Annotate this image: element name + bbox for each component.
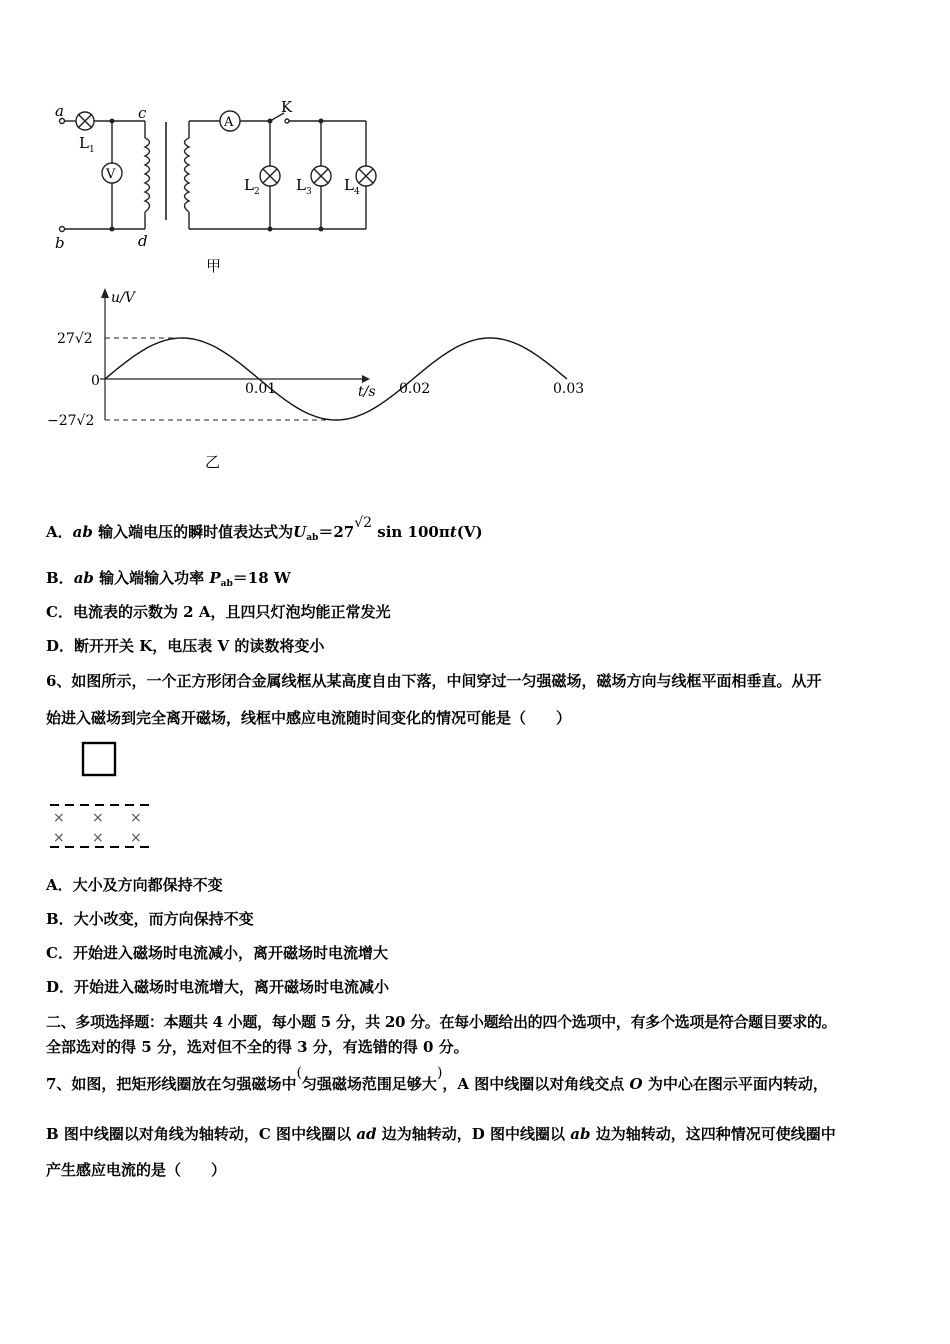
- q5-b-ab: ab: [73, 569, 94, 587]
- q6-option-a: A．大小及方向都保持不变: [46, 876, 223, 894]
- y-tick-label: 27√2: [57, 331, 93, 347]
- field-mark: ×: [92, 830, 104, 846]
- q7-O: O: [629, 1075, 643, 1093]
- svg-text:L1: [79, 134, 95, 155]
- q7-line2-b: 边为轴转动，D 图中线圈以: [381, 1125, 565, 1143]
- label-switch: K: [281, 98, 293, 116]
- q5-a-sqrt: √2: [354, 515, 373, 531]
- field-mark: ×: [130, 830, 142, 846]
- q5-b-letter: B．: [46, 569, 74, 587]
- label-l4: L: [344, 176, 354, 194]
- x-tick-label: 0.01: [245, 381, 277, 397]
- q7-paren-open: (: [296, 1065, 302, 1081]
- q7-lead: 7、如图，把矩形线圈放在匀强磁场中: [46, 1075, 297, 1093]
- label-l1-sub: 1: [88, 145, 95, 155]
- q7-part2: 为中心在图示平面内转动，: [647, 1075, 828, 1093]
- q6-option-d: D．开始进入磁场时电流增大，离开磁场时电流减小: [46, 978, 390, 996]
- q7-line1: [46, 1065, 828, 1095]
- label-ammeter: A: [224, 115, 234, 130]
- y-axis-label: u/V: [111, 290, 135, 306]
- q5-a-U: U: [293, 523, 307, 541]
- label-c: c: [138, 104, 147, 122]
- q7-line3: 产生感应电流的是（ ）: [46, 1161, 227, 1179]
- secondary-coil: [185, 138, 190, 212]
- label-l3: L: [296, 176, 306, 194]
- field-mark: ×: [53, 810, 65, 826]
- field-mark: ×: [53, 830, 65, 846]
- q7-part1: ，A 图中线圈以对角线交点: [442, 1075, 625, 1093]
- svg-text:L2: [244, 176, 260, 197]
- label-l1: L: [79, 134, 89, 152]
- origin-label: 0: [91, 373, 100, 389]
- q5-option-a: [46, 515, 483, 548]
- x-axis-label: t/s: [358, 384, 376, 400]
- caption-yi: 乙: [205, 453, 221, 471]
- q6-stem-line2: 始进入磁场到完全离开磁场，线框中感应电流随时间变化的情况可能是（ ）: [46, 709, 572, 727]
- caption-jia: 甲: [206, 257, 222, 275]
- field-mark: ×: [130, 810, 142, 826]
- terminal-b: [60, 227, 65, 232]
- label-a: a: [55, 102, 64, 120]
- x-tick-label: 0.02: [399, 381, 431, 397]
- q7-paren-close: ): [436, 1065, 443, 1081]
- svg-text:L4: [344, 176, 360, 197]
- section2-heading-line1: 二、多项选择题：本题共 4 小题，每小题 5 分，共 20 分。在每小题给出的四个选项中，有多个选项是符合题目要求的。: [46, 1013, 837, 1031]
- voltage-time-chart: [47, 288, 584, 471]
- q7-line2-a: B 图中线圈以对角线为轴转动，C 图中线圈以: [46, 1125, 352, 1143]
- q5-a-eq: ＝27: [318, 523, 355, 541]
- q5-b-sub: ab: [220, 579, 233, 589]
- q5-a-letter: A．: [46, 523, 73, 541]
- label-l3-sub: 3: [305, 187, 312, 197]
- label-l2: L: [244, 176, 254, 194]
- label-voltmeter: V: [106, 167, 116, 182]
- figures-svg: [0, 0, 950, 500]
- q5-b-text: 输入端输入功率: [99, 569, 205, 587]
- svg-text:L3: [296, 176, 312, 197]
- q5-option-c: C．电流表的示数为 2 A，且四只灯泡均能正常发光: [46, 603, 391, 621]
- q6-stem-line1: 6、如图所示，一个正方形闭合金属线框从某高度自由下落，中间穿过一匀强磁场，磁场方向与线框平面相垂直。从开: [46, 672, 822, 690]
- q5-a-text: 输入端电压的瞬时值表达式为: [98, 523, 294, 541]
- q5-a-tail: sin 100π: [377, 523, 450, 541]
- label-b: b: [55, 234, 65, 252]
- label-l2-sub: 2: [253, 187, 260, 197]
- q5-a-sub: ab: [306, 533, 319, 543]
- label-l4-sub: 4: [353, 187, 360, 197]
- primary-coil: [145, 138, 150, 212]
- q7-line2: [46, 1124, 836, 1144]
- q5-a-ab: ab: [72, 523, 93, 541]
- q5-option-d: D．断开开关 K，电压表 V 的读数将变小: [46, 637, 325, 655]
- q5-option-b: [46, 568, 291, 594]
- q7-ad: ad: [356, 1125, 377, 1143]
- q5-a-t: t: [449, 523, 457, 541]
- q6-option-c: C．开始进入磁场时电流减小，离开磁场时电流增大: [46, 944, 388, 962]
- q5-b-tail: ＝18 W: [232, 569, 291, 587]
- field-mark: ×: [92, 810, 104, 826]
- q6-option-b: B．大小改变，而方向保持不变: [46, 910, 254, 928]
- q5-a-unit: (V): [456, 523, 483, 541]
- q7-ab: ab: [570, 1125, 591, 1143]
- label-d: d: [138, 232, 148, 250]
- section2-heading-line2: 全部选对的得 5 分，选对但不全的得 3 分，有选错的得 0 分。: [46, 1038, 469, 1056]
- y-tick-label: −27√2: [47, 413, 95, 429]
- wire-frame-square: [83, 743, 115, 775]
- x-tick-label: 0.03: [553, 381, 585, 397]
- q7-line2-c: 边为轴转动，这四种情况可使线圈中: [595, 1125, 836, 1143]
- q5-b-P: P: [209, 569, 221, 587]
- q7-paren-text: 匀强磁场范围足够大: [301, 1075, 437, 1093]
